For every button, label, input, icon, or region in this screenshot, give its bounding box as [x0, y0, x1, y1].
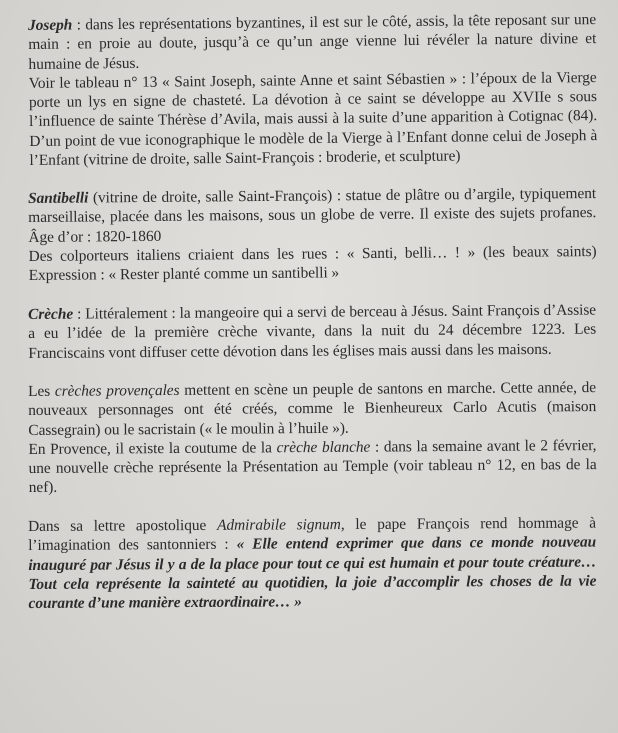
paragraph-creche-definition: [28, 300, 596, 362]
term-creche: Crèche: [28, 305, 74, 323]
term-joseph: Joseph: [28, 16, 73, 34]
lettre-text-b: , le pape François rend hommage à l’imagination des santonniers :: [28, 514, 597, 554]
section-creche: [28, 300, 596, 362]
creche-text-1: : Littéralement : la mangeoire qui a servi de berceau à Jésus. Saint François d’Assise a eu l’idée de la première crèche vivante, dans la nuit du 24 décembre 1223. Les Franciscains vont diffuser cette dévotion dans les églises mais aussi dans les maisons.: [28, 301, 597, 362]
lettre-text-a: Dans sa lettre apostolique: [28, 516, 218, 535]
paragraph-creches-provencales: [28, 378, 596, 440]
santibelli-text-1: (vitrine de droite, salle Saint-François) : statue de plâtre ou d’argile, typiquement marseillaise, placée dans les maisons, sous un globe de verre. Il existe des sujets profanes. Âge d’or : 1820-1860: [28, 185, 597, 246]
term-creche-blanche: crèche blanche: [276, 438, 371, 456]
creche-blanche-text-a: En Provence, il existe la coutume de la: [28, 438, 277, 458]
section-lettre-apostolique: [28, 513, 597, 613]
paragraph-santibelli-definition: [28, 184, 596, 247]
paragraph-lettre-apostolique: [28, 513, 597, 613]
term-santibelli: Santibelli: [28, 189, 89, 208]
joseph-text-1: : dans les représentations byzantines, il est sur le côté, assis, la tête reposant sur une main : en proie au doute, jusqu’à ce qu’un ange vienne lui révéler la nature divine et humaine de Jésus.: [28, 11, 597, 73]
provencales-prefix: Les: [28, 382, 55, 400]
section-joseph: [28, 10, 598, 170]
creche-blanche-text-b: : dans la semaine avant le 2 février, une nouvelle crèche représente la Présentation au Temple (voir tableau n° 12, en bas de la nef).: [28, 436, 597, 497]
section-santibelli: [28, 184, 597, 285]
paragraph-joseph-tableau: Voir le tableau n° 13 « Saint Joseph, sainte Anne et saint Sébastien » : l’époux de la Vierge porte un lys en signe de chasteté. La dévotion à ce saint se développe au XVIIe s sous l’influence de sainte Thérèse d’Avila, mais aussi à la suite d’une apparition à Cotignac (84). D’un point de vue iconographique le modèle de la Vierge à l’Enfant donne celui de Joseph à l’Enfant (vitrine de droite, salle Saint-François : broderie, et sculpture): [28, 68, 598, 170]
provencales-text-1: mettent en scène un peuple de santons en marche. Cette année, de nouveaux personnages ont été créés, comme le Bienheureux Carlo Acutis (maison Cassegrain) ou le sacristain (« le moulin à l’huile »).: [28, 378, 597, 439]
quote-pape-francois: « Elle entend exprimer que dans ce monde nouveau inauguré par Jésus il y a de la place pour tout ce qui est humain et pour toute créature… Tout cela représente la sainteté au quotidien, la joie d’accomplir les choses de la vie courante d’une manière extraordinaire… »: [28, 533, 597, 612]
paragraph-joseph-definition: [28, 10, 597, 74]
section-creches-provencales: [28, 378, 597, 498]
title-admirabile-signum: Admirabile signum: [217, 515, 341, 534]
term-creches-provencales: crèches provençales: [54, 381, 180, 400]
paragraph-creche-blanche: [28, 436, 596, 498]
paragraph-santibelli-expression: Des colporteurs italiens criaient dans les rues : « Santi, belli… ! » (les beaux saints) Expression : « Rester planté comme un santibelli »: [28, 243, 597, 285]
